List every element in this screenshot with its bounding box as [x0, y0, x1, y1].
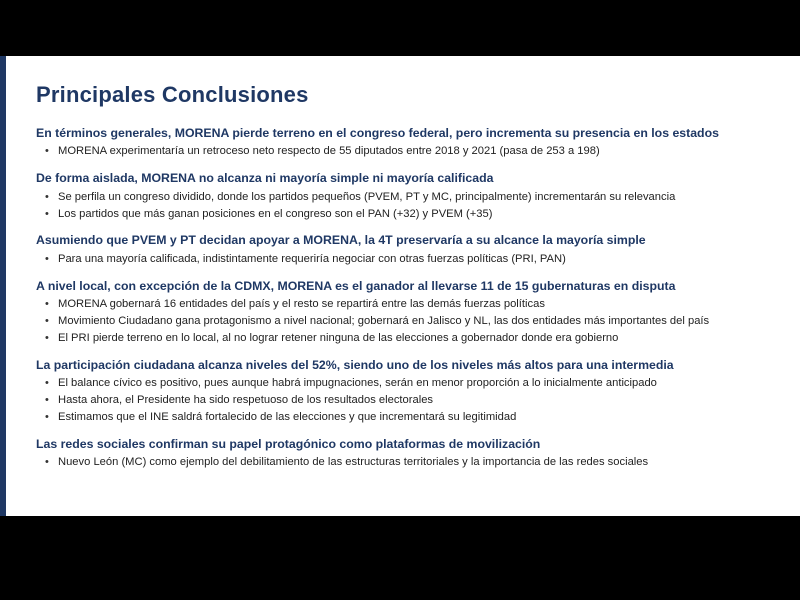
conclusion-section [32, 126, 772, 160]
bullet-text: Los partidos que más ganan posiciones en el congreso son el PAN (+32) y PVEM (+35) [58, 207, 493, 220]
bullet-list [32, 376, 772, 426]
bullet-text: Para una mayoría calificada, indistintamente requeriría negociar con otras fuerzas políticas (PRI, PAN) [58, 252, 566, 265]
list-item [32, 376, 772, 392]
list-item [32, 393, 772, 409]
bullet-text: Movimiento Ciudadano gana protagonismo a nivel nacional; gobernará en Jalisco y NL, las dos entidades más importantes del país [58, 314, 710, 327]
bullet-list [32, 190, 772, 223]
list-item [32, 410, 772, 426]
list-item [32, 207, 772, 223]
list-item [32, 455, 772, 471]
bullet-list [32, 144, 772, 160]
bullet-dot-icon: • [45, 410, 49, 423]
section-heading: En términos generales, MORENA pierde terreno en el congreso federal, pero incrementa su presencia en los estados [36, 126, 719, 140]
bullet-text: Estimamos que el INE saldrá fortalecido de las elecciones y que incrementará su legitimidad [58, 410, 517, 423]
slide-content [6, 56, 800, 516]
conclusion-section [32, 358, 772, 426]
bullet-dot-icon: • [45, 377, 49, 390]
list-item [32, 314, 772, 330]
bullet-text: Hasta ahora, el Presidente ha sido respetuoso de los resultados electorales [58, 394, 434, 407]
list-item [32, 190, 772, 206]
bullet-dot-icon: • [45, 145, 49, 158]
section-heading: A nivel local, con excepción de la CDMX, MORENA es el ganador al llevarse 11 de 15 gubernaturas en disputa [36, 278, 676, 293]
bullet-list [32, 252, 772, 268]
list-item [32, 297, 772, 313]
bullet-dot-icon: • [45, 190, 49, 203]
conclusion-section [32, 437, 772, 471]
bullet-dot-icon: • [45, 298, 49, 311]
bullet-text: El balance cívico es positivo, pues aunque habrá impugnaciones, serán en menor proporción a lo inicialmente anticipado [58, 377, 657, 390]
bullet-text: MORENA experimentaría un retroceso neto respecto de 55 diputados entre 2018 y 2021 (pasa de 253 a 198) [58, 145, 600, 158]
slide-canvas [0, 56, 800, 516]
section-heading: Asumiendo que PVEM y PT decidan apoyar a MORENA, la 4T preservaría a su alcance la mayoría simple [36, 233, 646, 248]
conclusion-section [32, 279, 772, 347]
section-heading: La participación ciudadana alcanza niveles del 52%, siendo uno de los niveles más altos para una intermedia [36, 357, 674, 372]
bullet-text: Se perfila un congreso dividido, donde los partidos pequeños (PVEM, PT y MC, principalmente) incrementarán su relevancia [58, 190, 676, 203]
conclusion-section [32, 171, 772, 222]
bullet-text: Nuevo León (MC) como ejemplo del debilitamiento de las estructuras territoriales y la importancia de las redes sociales [58, 456, 649, 469]
bullet-text: El PRI pierde terreno en lo local, al no lograr retener ninguna de las elecciones a gobernador donde era gobierno [58, 331, 619, 344]
bullet-text: MORENA gobernará 16 entidades del país y el resto se repartirá entre las demás fuerzas políticas [58, 298, 545, 311]
page-title: Principales Conclusiones [36, 82, 309, 107]
list-item [32, 252, 772, 268]
list-item [32, 331, 772, 347]
bullet-dot-icon: • [45, 456, 49, 469]
conclusion-section [32, 233, 772, 267]
list-item [32, 144, 772, 160]
bullet-list [32, 297, 772, 347]
section-heading: De forma aislada, MORENA no alcanza ni mayoría simple ni mayoría calificada [36, 171, 494, 186]
sections-container [32, 126, 772, 471]
bullet-dot-icon: • [45, 252, 49, 265]
bullet-dot-icon: • [45, 207, 49, 220]
bullet-list [32, 455, 772, 471]
bullet-dot-icon: • [45, 331, 49, 344]
bullet-dot-icon: • [45, 394, 49, 407]
section-heading: Las redes sociales confirman su papel protagónico como plataformas de movilización [36, 436, 541, 451]
bullet-dot-icon: • [45, 314, 49, 327]
